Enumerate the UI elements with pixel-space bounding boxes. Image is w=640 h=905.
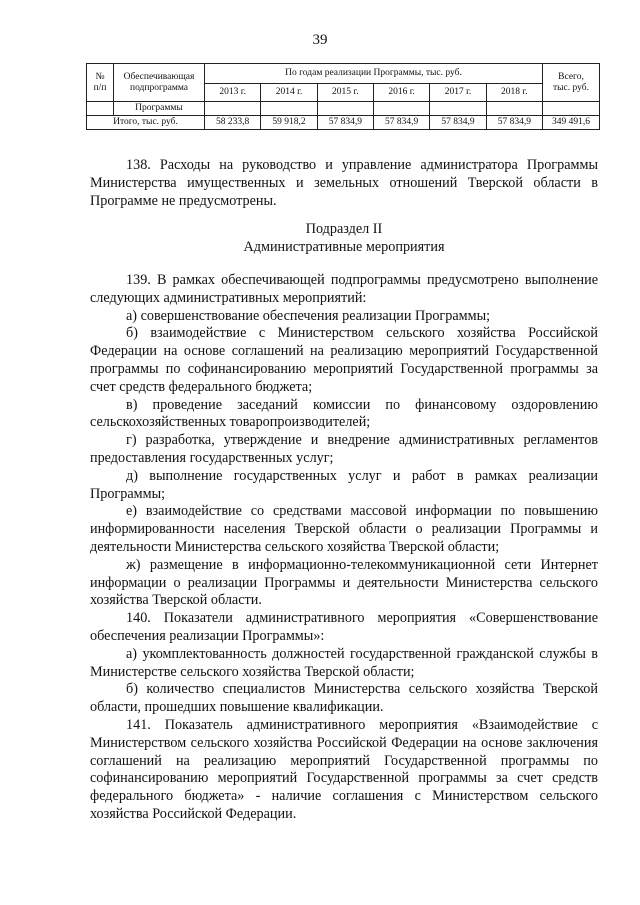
total-value: 58 233,8: [205, 116, 261, 130]
paragraph-139-d: д) выполнение государственных услуг и работ в рамках реализации Программы;: [90, 467, 598, 502]
paragraph-141: 141. Показатель административного мероприятия «Взаимодействие с Министерством сельского хозяйства Российской Федерации на основе заключения соглашений на реализацию мероприятий Государственной программы по софинансированию мероприятий Государственной программы за счет средств федерального бюджета» - наличие соглашения с Министерством сельского хозяйства Российской Федерации.: [90, 716, 598, 822]
paragraph-139-e: е) взаимодействие со средствами массовой информации по повышению информированности населения Тверской области о реализации Программы и деятельности Министерства сельского хозяйства Тверской области;: [90, 503, 598, 555]
paragraph-138: 138. Расходы на руководство и управление администратора Программы Министерства имущественных и земельных отношений Тверской области в Программе не предусмотрены.: [90, 157, 598, 209]
col-header-number: № п/п: [87, 64, 114, 102]
empty-cell: [317, 102, 373, 116]
col-header-years: По годам реализации Программы, тыс. руб.: [205, 64, 543, 84]
paragraph-139: 139. В рамках обеспечивающей подпрограммы предусмотрено выполнение следующих административных мероприятий:: [90, 272, 598, 306]
empty-cell: [205, 102, 261, 116]
total-label: Итого, тыс. руб.: [87, 116, 205, 130]
empty-cell: [87, 102, 114, 116]
empty-cell: [430, 102, 486, 116]
paragraph-140: 140. Показатели административного мероприятия «Совершенствование обеспечения реализации Программы»:: [90, 610, 598, 644]
year-header: 2013 г.: [205, 84, 261, 102]
year-header: 2017 г.: [430, 84, 486, 102]
col-header-total: Всего, тыс. руб.: [543, 64, 600, 102]
paragraph-139-b: б) взаимодействие с Министерством сельского хозяйства Российской Федерации на основе соглашений на реализацию мероприятий Государственной программы по софинансированию мероприятий Государственной программы за счет средств федерального бюджета;: [90, 325, 598, 395]
year-header: 2014 г.: [261, 84, 317, 102]
row-label: Программы: [114, 102, 205, 116]
paragraph-139-zh: ж) размещение в информационно-телекоммуникационной сети Интернет информации о реализации Программы и деятельности Министерства сельского хозяйства Тверской области.: [90, 556, 598, 609]
empty-cell: [486, 102, 542, 116]
total-value: 57 834,9: [486, 116, 542, 130]
total-sum: 349 491,6: [543, 116, 600, 130]
paragraph-138-block: [90, 157, 598, 210]
paragraph-140-b: б) количество специалистов Министерства сельского хозяйства Тверской области, прошедших повышение квалификации.: [90, 681, 598, 716]
col-header-subprogram: Обеспечивающая подпрограмма: [114, 64, 205, 102]
paragraph-139-a: а) совершенствование обеспечения реализации Программы;: [126, 307, 491, 324]
year-header: 2018 г.: [486, 84, 542, 102]
paragraph-139-g: г) разработка, утверждение и внедрение административных регламентов предоставления государственных услуг;: [90, 432, 598, 466]
budget-table: [86, 63, 600, 130]
total-value: 57 834,9: [373, 116, 429, 130]
page-number: 39: [312, 32, 328, 48]
year-header: 2015 г.: [317, 84, 373, 102]
year-header: 2016 г.: [373, 84, 429, 102]
total-value: 57 834,9: [317, 116, 373, 130]
subsection-heading: [90, 221, 598, 257]
subsection-name: Административные мероприятия: [243, 238, 445, 255]
empty-cell: [543, 102, 600, 116]
subsection-title: Подраздел II: [305, 221, 383, 237]
paragraphs-139-141: [90, 272, 598, 824]
paragraph-140-a: а) укомплектованность должностей государственной гражданской службы в Министерстве сельского хозяйства Тверской области;: [90, 645, 598, 680]
empty-cell: [261, 102, 317, 116]
paragraph-139-v: в) проведение заседаний комиссии по финансовому оздоровлению сельскохозяйственных товаропроизводителей;: [90, 396, 598, 431]
total-value: 59 918,2: [261, 116, 317, 130]
total-value: 57 834,9: [430, 116, 486, 130]
empty-cell: [373, 102, 429, 116]
